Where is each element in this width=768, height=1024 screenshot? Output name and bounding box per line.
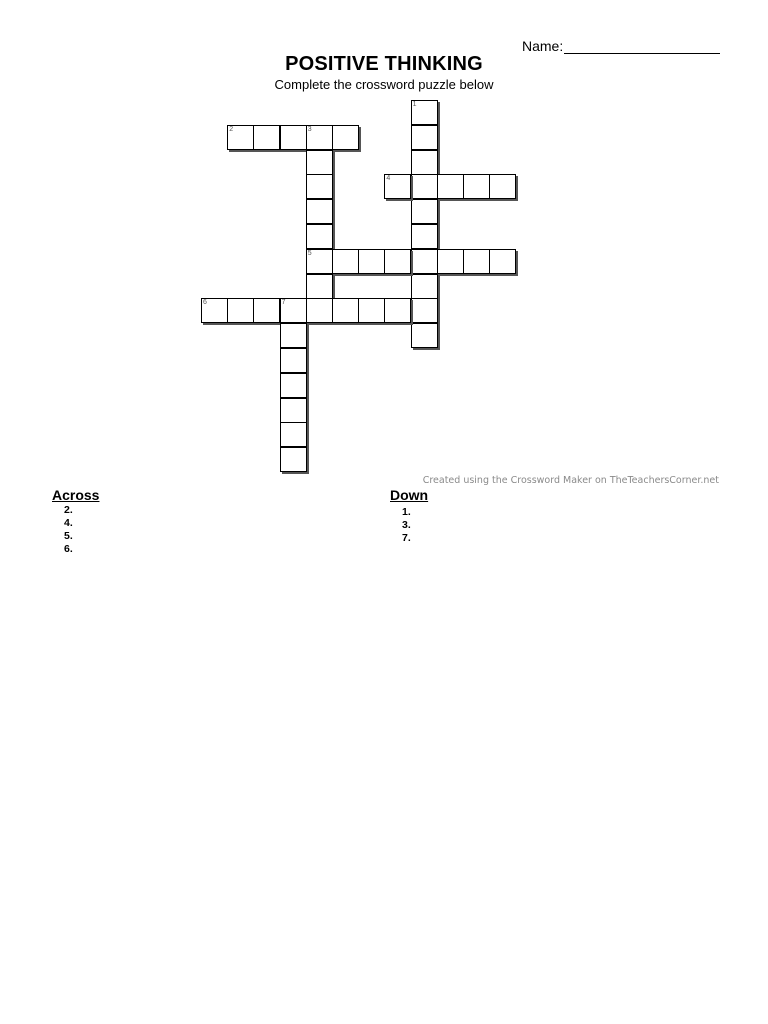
- page-subtitle: Complete the crossword puzzle below: [274, 77, 494, 92]
- crossword-cell[interactable]: [489, 174, 516, 199]
- cell-number: 5: [307, 249, 312, 257]
- clue-number: 3.: [402, 519, 411, 531]
- crossword-cell[interactable]: [411, 224, 438, 249]
- crossword-cell[interactable]: [411, 174, 438, 199]
- cell-number: 4: [386, 175, 391, 183]
- crossword-grid: [0, 0, 768, 480]
- crossword-cell[interactable]: [253, 125, 280, 150]
- crossword-cell[interactable]: [332, 249, 359, 274]
- clue-number: 2.: [64, 504, 73, 516]
- clue-number: 7.: [402, 532, 411, 544]
- crossword-cell[interactable]: [306, 125, 333, 150]
- crossword-cell[interactable]: [411, 199, 438, 224]
- cell-number: 6: [203, 299, 207, 307]
- cell-number: 7: [281, 299, 286, 307]
- crossword-cell[interactable]: [411, 150, 438, 175]
- cell-number: 3: [307, 125, 312, 133]
- crossword-cell[interactable]: [306, 274, 333, 299]
- down-clue-list: [402, 506, 411, 545]
- crossword-cell[interactable]: [384, 249, 411, 274]
- crossword-cell[interactable]: [306, 224, 333, 249]
- crossword-cell[interactable]: [332, 298, 359, 323]
- across-clue-list: [64, 504, 73, 556]
- down-heading: Down: [390, 487, 429, 503]
- crossword-cell[interactable]: [306, 249, 333, 274]
- clue-number: 4.: [64, 517, 73, 529]
- crossword-cell[interactable]: [411, 100, 438, 125]
- credit-text: Created using the Crossword Maker on TheTeachersCorner.net: [422, 475, 719, 486]
- page-title: POSITIVE THINKING: [285, 53, 483, 75]
- crossword-cell[interactable]: [411, 323, 438, 348]
- crossword-cell[interactable]: [463, 174, 490, 199]
- crossword-cell[interactable]: [280, 398, 307, 423]
- crossword-cell[interactable]: [280, 125, 307, 150]
- crossword-cell[interactable]: [306, 150, 333, 175]
- crossword-cell[interactable]: [411, 274, 438, 299]
- crossword-cell[interactable]: [280, 323, 307, 348]
- crossword-cell[interactable]: [332, 125, 359, 150]
- name-label: Name:: [522, 38, 564, 54]
- cell-number: 2: [229, 125, 234, 133]
- crossword-cell[interactable]: [306, 298, 333, 323]
- crossword-cell[interactable]: [227, 298, 254, 323]
- crossword-cell[interactable]: [463, 249, 490, 274]
- crossword-cell[interactable]: [411, 249, 438, 274]
- crossword-cell[interactable]: [358, 249, 385, 274]
- crossword-cell[interactable]: [437, 174, 464, 199]
- cell-number: 1: [412, 101, 417, 108]
- crossword-cell[interactable]: [280, 298, 307, 323]
- crossword-cell[interactable]: [489, 249, 516, 274]
- crossword-cell[interactable]: [280, 348, 307, 373]
- clue-number: 1.: [402, 506, 411, 518]
- crossword-cell[interactable]: [384, 174, 411, 199]
- crossword-cell[interactable]: [280, 373, 307, 398]
- crossword-cell[interactable]: [411, 125, 438, 150]
- crossword-cell[interactable]: [306, 199, 333, 224]
- crossword-cell[interactable]: [227, 125, 254, 150]
- crossword-cell[interactable]: [253, 298, 280, 323]
- clue-number: 6.: [64, 543, 73, 555]
- crossword-cell[interactable]: [280, 422, 307, 447]
- crossword-cell[interactable]: [280, 447, 307, 472]
- crossword-cell[interactable]: [358, 298, 385, 323]
- crossword-cell[interactable]: [201, 298, 228, 323]
- crossword-cell[interactable]: [411, 298, 438, 323]
- clue-number: 5.: [64, 530, 73, 542]
- crossword-cell[interactable]: [306, 174, 333, 199]
- crossword-cell[interactable]: [437, 249, 464, 274]
- across-heading: Across: [52, 487, 100, 503]
- crossword-cell[interactable]: [384, 298, 411, 323]
